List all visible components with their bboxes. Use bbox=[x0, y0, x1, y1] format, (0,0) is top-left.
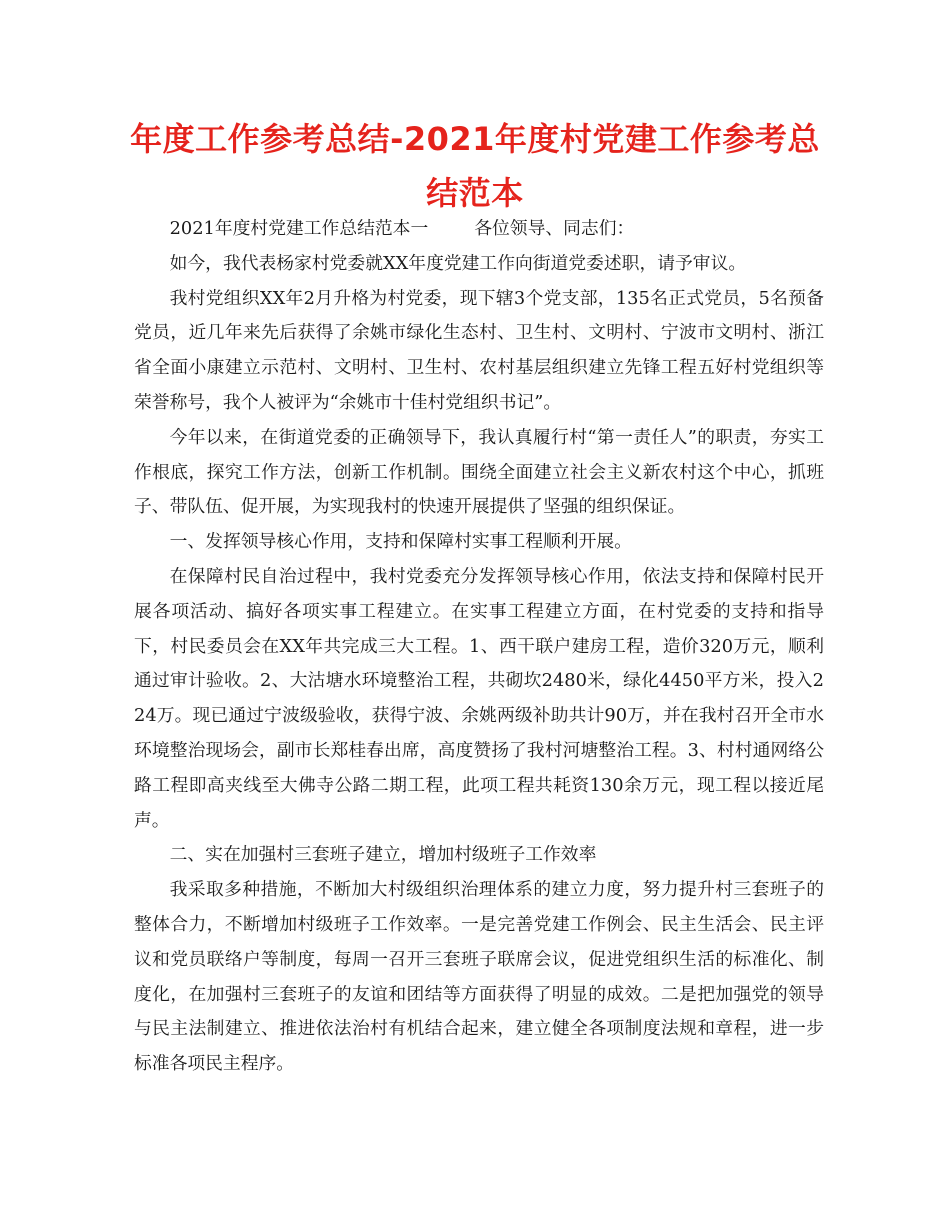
intro-line bbox=[134, 212, 824, 247]
paragraph-2: 我村党组织XX年2月升格为村党委，现下辖3个党支部，135名正式党员，5名预备党员，近几年来先后获得了余姚市绿化生态村、卫生村、文明村、宁波市文明村、浙江省全面小康建立示范村、文明村、卫生村、农村基层组织建立先锋工程五好村党组织等荣誉称号，我个人被评为“余姚市十佳村党组织书记”。 bbox=[134, 287, 824, 413]
document-body bbox=[134, 212, 824, 1082]
section-heading-1: 一、发挥领导核心作用，支持和保障村实事工程顺利开展。 bbox=[169, 531, 632, 553]
salutation: 各位领导、同志们： bbox=[474, 218, 635, 239]
intro-heading: 2021年度村党建工作总结范本一 bbox=[169, 218, 429, 239]
document-title: 年度工作参考总结-2021年度村党建工作参考总结范本 bbox=[130, 120, 820, 212]
paragraph-4: 在保障村民自治过程中，我村党委充分发挥领导核心作用，依法支持和保障村民开展各项活动、搞好各项实事工程建立。在实事工程建立方面，在村党委的支持和指导下，村民委员会在XX年共完成三大工程。1、西干联户建房工程，造价320万元，顺利通过审计验收。2、大沽塘水环境整治工程，共砌坎2480米，绿化4450平方米，投入224万。现已通过宁波级验收，获得宁波、余姚两级补助共计90万，并在我村召开全市水环境整治现场会，副市长郑桂春出席，高度赞扬了我村河塘整治工程。3、村村通网络公路工程即高夹线至大佛寺公路二期工程，此项工程共耗资130余万元，现工程以接近尾声。 bbox=[134, 565, 824, 831]
paragraph-1: 如今，我代表杨家村党委就XX年度党建工作向街道党委述职，请予审议。 bbox=[169, 252, 747, 274]
section-heading-2: 二、实在加强村三套班子建立，增加村级班子工作效率 bbox=[169, 844, 597, 866]
paragraph-5: 我采取多种措施，不断加大村级组织治理体系的建立力度，努力提升村三套班子的整体合力，不断增加村级班子工作效率。一是完善党建工作例会、民主生活会、民主评议和党员联络户等制度，每周一召开三套班子联席会议，促进党组织生活的标准化、制度化，在加强村三套班子的友谊和团结等方面获得了明显的成效。二是把加强党的领导与民主法制建立、推进依法治村有机结合起来，建立健全各项制度法规和章程，进一步标准各项民主程序。 bbox=[134, 879, 824, 1075]
paragraph-3: 今年以来，在街道党委的正确领导下，我认真履行村“第一责任人”的职责，夯实工作根底，探究工作方法，创新工作机制。围绕全面建立社会主义新农村这个中心，抓班子、带队伍、促开展，为实现我村的快速开展提供了坚强的组织保证。 bbox=[134, 426, 824, 518]
